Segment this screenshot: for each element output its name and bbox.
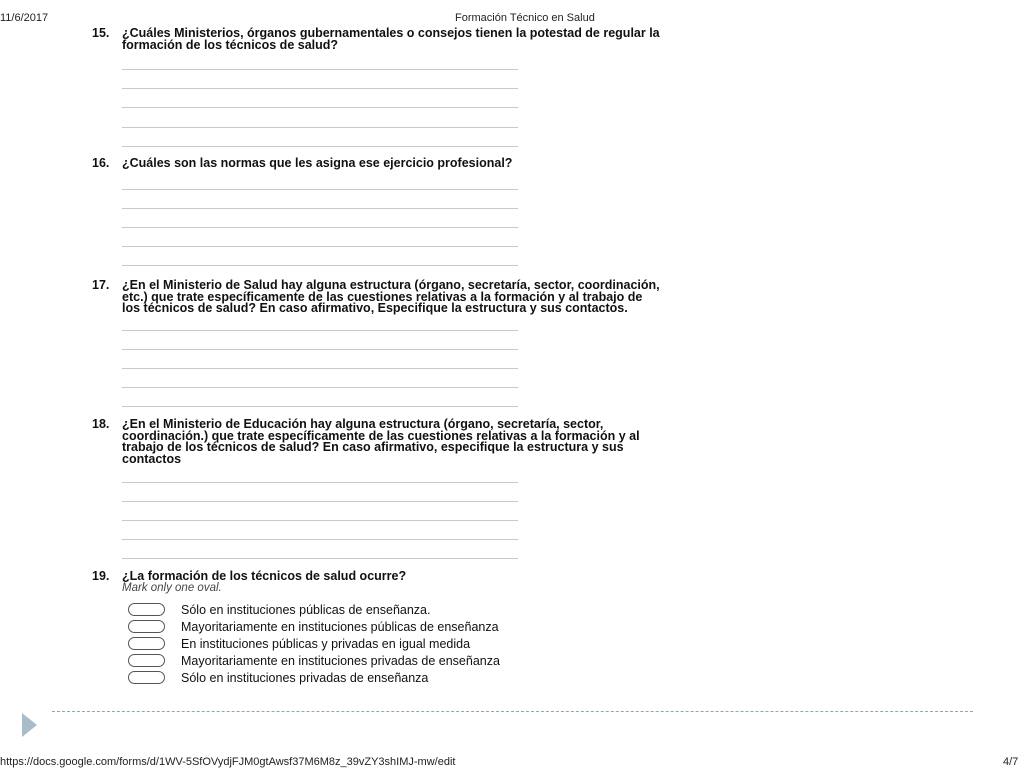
answer-line [122, 501, 518, 502]
option-label: Mayoritariamente en instituciones públicas de enseñanza [181, 620, 499, 634]
question-text-line: ¿La formación de los técnicos de salud ocurre? [122, 569, 407, 583]
answer-line [122, 330, 518, 331]
option-label: Mayoritariamente en instituciones privadas de enseñanza [181, 654, 500, 668]
answer-line [122, 368, 518, 369]
print-title: Formación Técnico en Salud [455, 12, 595, 24]
print-url: https://docs.google.com/forms/d/1WV-5SfOVydjFJM0gtAwsf37M6M8z_39vZY3shIMJ-mw/edit [0, 756, 456, 768]
question-number: 16. [92, 156, 110, 170]
page-number: 4/7 [1003, 756, 1019, 768]
print-date: 11/6/2017 [0, 12, 49, 24]
question-text-line: etc.) que trate específicamente de las cuestiones relativas a la formación y al trabajo de [122, 289, 643, 304]
question-text-line: ¿En el Ministerio de Educación hay alguna estructura (órgano, secretaría, sector, [122, 417, 604, 431]
question-text-line: formación de los técnicos de salud? [122, 37, 339, 52]
radio-oval[interactable] [128, 603, 165, 616]
question-text-line: ¿En el Ministerio de Salud hay alguna estructura (órgano, secretaría, sector, coordinación, [122, 278, 660, 292]
question-text-line: coordinación.) que trate específicamente de las cuestiones relativas a la formación y al [122, 428, 640, 443]
answer-line [122, 265, 518, 266]
question-18-title [92, 419, 922, 465]
question-number: 15. [92, 26, 110, 40]
radio-option[interactable] [128, 619, 728, 635]
answer-line [122, 349, 518, 350]
answer-line [122, 520, 518, 521]
question-19-title [92, 571, 922, 583]
radio-oval[interactable] [128, 654, 165, 667]
question-19-hint: Mark only one oval. [122, 582, 222, 594]
answer-line [122, 107, 518, 108]
question-text-line: los técnicos de salud? En caso afirmativo, Especifique la estructura y sus contactos. [122, 301, 628, 316]
question-text-line: contactos [122, 451, 182, 466]
question-number: 18. [92, 417, 110, 431]
answer-line [122, 146, 518, 147]
question-text-line: ¿Cuáles son las normas que les asigna ese ejercicio profesional? [122, 156, 513, 170]
question-number: 17. [92, 278, 110, 292]
answer-line [122, 227, 518, 228]
radio-option[interactable] [128, 670, 728, 686]
radio-option[interactable] [128, 602, 728, 618]
answer-line [122, 208, 518, 209]
answer-line [122, 482, 518, 483]
answer-line [122, 88, 518, 89]
answer-line [122, 246, 518, 247]
answer-line [122, 387, 518, 388]
option-label: En instituciones públicas y privadas en igual medida [181, 637, 471, 651]
option-label: Sólo en instituciones privadas de enseñanza [181, 671, 429, 685]
question-17-title [92, 280, 922, 315]
radio-option[interactable] [128, 653, 728, 669]
page-divider [52, 711, 973, 712]
radio-option[interactable] [128, 636, 728, 652]
question-text-line: ¿Cuáles Ministerios, órganos gubernamentales o consejos tienen la potestad de regular la [122, 26, 660, 40]
answer-line [122, 558, 518, 559]
radio-oval[interactable] [128, 637, 165, 650]
answer-line [122, 69, 518, 70]
question-15-title [92, 28, 922, 51]
answer-line [122, 406, 518, 407]
question-number: 19. [92, 569, 110, 583]
question-text-line: trabajo de los técnicos de salud? En caso afirmativo, especifique la estructura y sus [122, 440, 624, 455]
next-slide-arrow-icon[interactable] [22, 713, 37, 737]
answer-line [122, 539, 518, 540]
radio-oval[interactable] [128, 671, 165, 684]
option-label: Sólo en instituciones públicas de enseñanza. [181, 603, 431, 617]
answer-line [122, 127, 518, 128]
answer-line [122, 189, 518, 190]
question-16-title [92, 158, 922, 170]
radio-oval[interactable] [128, 620, 165, 633]
